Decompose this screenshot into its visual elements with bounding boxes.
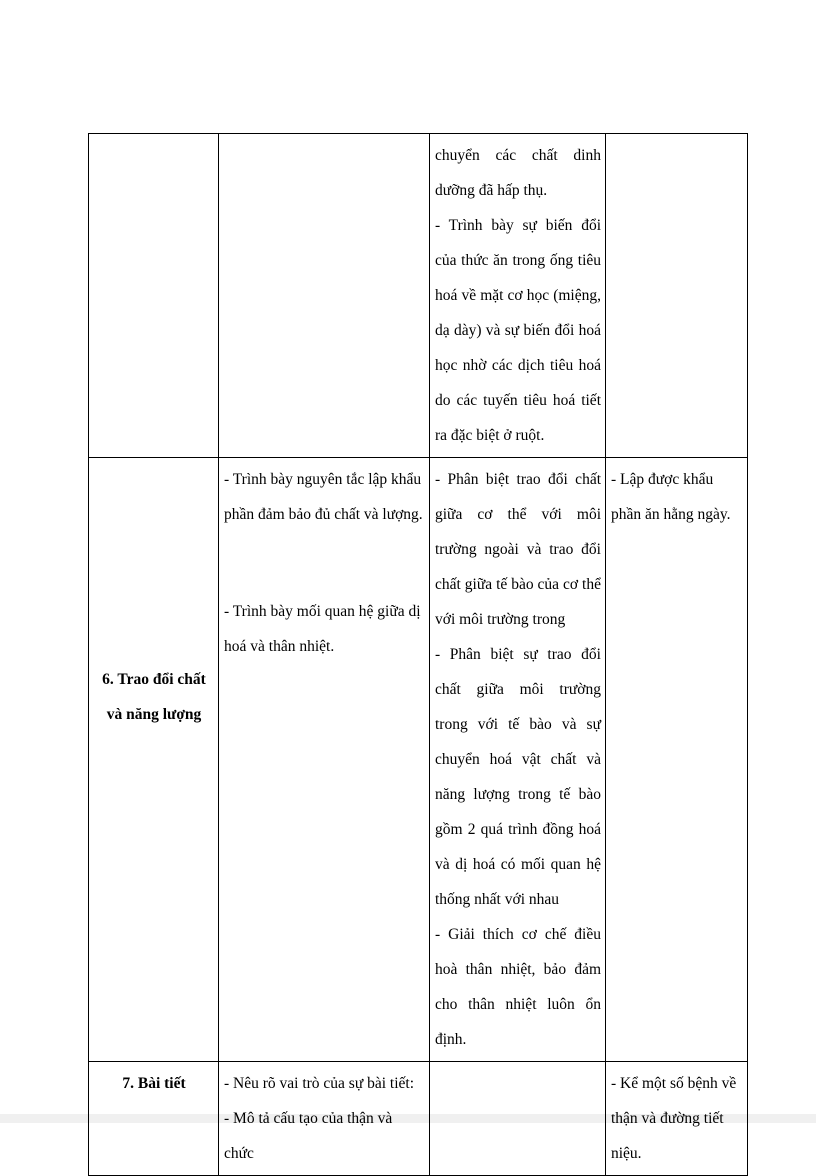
skill-cell [606, 1062, 748, 1176]
topic-cell [89, 1062, 219, 1176]
cell-text: chuyển các chất dinh dưỡng đã hấp thụ. [435, 147, 601, 199]
knowledge-cell [219, 1062, 430, 1176]
cell-text: - Kể một số bệnh về thận và đường tiết niệu. [611, 1075, 737, 1162]
curriculum-table [88, 133, 748, 1176]
cell-text: - Nêu rõ vai trò của sự bài tiết: [224, 1075, 415, 1092]
cell-text: - Giải thích cơ chế điều hoà thân nhiệt, bảo đảm cho thân nhiệt luôn ổn định. [435, 926, 601, 1048]
cell-text: - Trình bày sự biến đổi của thức ăn trong ống tiêu hoá về mặt cơ học (miệng, dạ dày) và sự biến đổi hoá học nhờ các dịch tiêu hoá do các tuyến tiêu hoá tiết ra đặc biệt ở ruột. [435, 217, 601, 444]
cell-text: - Mô tả cấu tạo của thận và chức [224, 1110, 393, 1162]
table-row [89, 134, 748, 458]
spacer [224, 532, 425, 594]
knowledge-cell [219, 134, 430, 458]
topic-cell [89, 134, 219, 458]
topic-title: 7. Bài tiết [122, 1075, 186, 1092]
table-row [89, 1062, 748, 1176]
understanding-cell [430, 1062, 606, 1176]
topic-title-line2: và năng lượng [106, 706, 202, 723]
skill-cell [606, 458, 748, 1062]
cell-text: - Phân biệt trao đổi chất giữa cơ thể với môi trường ngoài và trao đổi chất giữa tế bào của cơ thể với môi trường trong [435, 471, 601, 628]
cell-text: - Trình bày mối quan hệ giữa dị hoá và thân nhiệt. [224, 603, 421, 655]
understanding-cell [430, 458, 606, 1062]
understanding-cell [430, 134, 606, 458]
cell-text: - Trình bày nguyên tắc lập khẩu phần đảm bảo đủ chất và lượng. [224, 471, 423, 523]
topic-title-line1: 6. Trao đổi chất [102, 671, 206, 688]
cell-text: - Lập được khẩu phần ăn hằng ngày. [611, 471, 731, 523]
topic-cell [89, 458, 219, 1062]
cell-text: - Phân biệt sự trao đổi chất giữa môi trường trong với tế bào và sự chuyển hoá vật chất và năng lượng trong tế bào gồm 2 quá trình đồng hoá và dị hoá có mối quan hệ thống nhất với nhau [435, 646, 601, 908]
table-row [89, 458, 748, 1062]
knowledge-cell [219, 458, 430, 1062]
skill-cell [606, 134, 748, 458]
